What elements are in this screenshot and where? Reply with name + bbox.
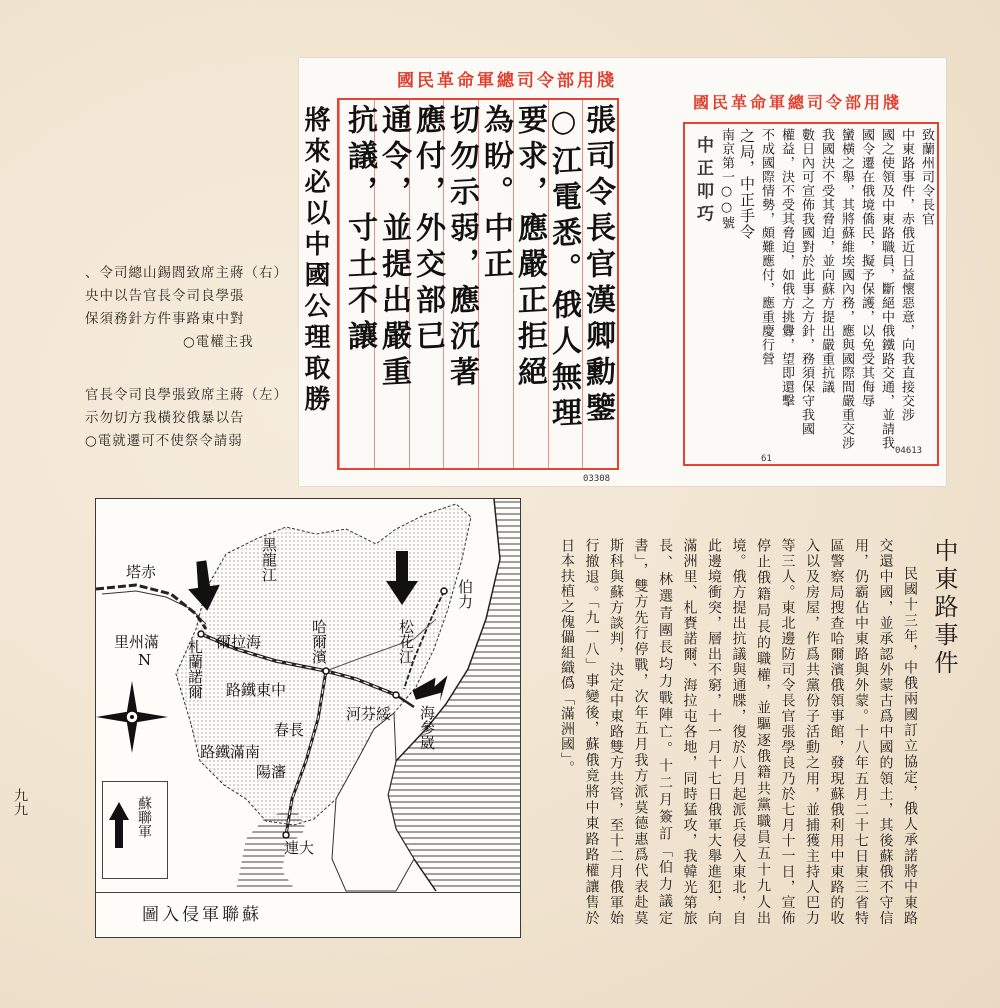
map-legend <box>102 781 168 879</box>
legend-label: 蘇聯軍 <box>136 796 152 838</box>
brush-column: 不成國際情勢，頗難應付，應重慶行營 <box>759 128 774 366</box>
article-title: 中東路事件 <box>930 538 958 678</box>
brush-column: 國之使領及中東路職員，斷絕中俄鐵路交通，並請我 <box>879 128 894 450</box>
brush-column: 蠻橫之舉，其將蘇維埃國內務，應與國際間嚴重交涉 <box>839 128 854 450</box>
telegram-left <box>337 71 619 484</box>
arrow-icon <box>107 800 131 850</box>
letterhead-right: 國民革命軍總司令部用牋 <box>693 93 903 112</box>
brush-column-outside: 將來必以中國公理取勝 <box>300 106 330 416</box>
caption-line: 、令司總山錫閻致席主蔣（右） <box>85 265 288 281</box>
brush-column: 中東路事件，赤俄近日益懷惡意，向我直接交涉 <box>899 128 914 422</box>
brush-column: 權益，決不受其脅迫，如俄方挑釁，望即還擊 <box>779 128 794 408</box>
caption-line: ○電權主我 <box>183 334 254 350</box>
brush-column: 應付，外交部已 <box>410 103 445 357</box>
brush-column: 南京第一○○號 <box>719 128 734 230</box>
brush-column: 數日內可宣佈我國對於此事之方針，務須保守我國 <box>799 128 814 436</box>
serial-number: 03308 <box>583 474 611 484</box>
brush-column: 張司令長官漢卿勳鑒 <box>580 103 615 429</box>
brush-column: 抗議，寸土不讓 <box>342 103 377 357</box>
label-amur-text: 黑龍江 <box>260 537 278 582</box>
serial-number: 04613 <box>895 446 923 456</box>
invasion-map <box>95 498 521 938</box>
brush-column: 要求，應嚴正拒絕 <box>512 103 547 393</box>
telegram-right <box>683 93 939 466</box>
brush-column: 通令，並提出嚴重 <box>376 103 411 393</box>
caption-line: 示勿切方我橫狡俄暴以告 <box>85 410 245 426</box>
caption-left-telegram <box>85 384 288 453</box>
article-paragraph: 民國十三年，中俄兩國訂立協定，俄人承諾將中東路交還中國，並承認外蒙古爲中國的領土，其後蘇俄不守信用，仍霸佔中東路與外蒙。十八年五月二十七日東三省特區警察局搜查哈爾濱俄領事館，發現蘇俄利用中東路的收入以及房屋，作爲共黨份子活動之用，並捕獲主持人巴力等三人。東北邊防司令長官張學良乃於七月十一日，宣佈停止俄籍局長的職權，並驅逐俄籍共黨職員五十九人出境。俄方提出抗議與通牒，復於八月起派兵侵入東北，自此邊境衝突，層出不窮，十一月十七日俄軍大舉進犯，向滿洲里、札賚諾爾、海拉屯各地，同時猛攻，我韓光第旅長、林選青團長均力戰陣亡。十二月簽訂「伯力議定書」，雙方先行停戰，次年五月我方派莫德惠爲代表赴莫斯科與蘇方談判，決定中東路雙方共管，至十二月俄軍始行撤退。「九一八」事變後，蘇俄竟將中東路路權讓售於日本扶植之傀儡組織僞「滿洲國」。 <box>559 538 918 926</box>
telegram-photo <box>299 58 946 486</box>
label-smr: 路鐵滿南 <box>200 743 261 761</box>
signature: 中 正 叩 巧 <box>693 136 713 222</box>
label-suifenhe: 河芬綏 <box>346 705 392 723</box>
brush-column: 我國決不受其脅迫，並向蘇方提出嚴重抗議 <box>819 128 834 394</box>
caption-line: 央中以告官長令司良學張 <box>85 288 245 304</box>
caption-right-telegram <box>85 262 288 354</box>
label-harbin: 哈爾濱 <box>310 619 328 664</box>
map-title: 圖入侵軍聯蘇 <box>96 892 520 937</box>
label-shenyang: 陽瀋 <box>256 763 287 781</box>
brush-column: 之局，中正手令 <box>738 128 756 240</box>
caption-line: ○電就遷可不使祭令請弱 <box>85 433 243 449</box>
brush-column: 國令遷在俄境僑民，擬予保護，以免受其侮辱 <box>859 128 874 408</box>
page-number: 九九 <box>12 788 28 816</box>
article-body <box>559 538 922 926</box>
label-manzhouli: 里州滿 <box>114 633 160 651</box>
label-zhalainuoer: 札蘭諾爾 <box>186 639 204 699</box>
label-hailar: 爾拉海 <box>216 633 262 651</box>
brush-column: 切勿示弱，應沉著 <box>444 103 479 393</box>
label-vladivostok: 海參崴 <box>418 705 436 750</box>
letterhead-left: 國民革命軍總司令部用牋 <box>397 71 617 91</box>
caption-line: 官長令司良學張致席主蔣（左） <box>85 387 288 403</box>
brush-column: ○江電悉。俄人無理 <box>546 103 581 434</box>
serial-number: 61 <box>761 454 772 464</box>
label-khabarovsk: 伯力 <box>456 579 474 609</box>
label-north: N <box>138 651 152 669</box>
label-changchun: 春長 <box>274 721 305 739</box>
brush-column: 致蘭州司令長官 <box>919 128 934 226</box>
label-amur <box>260 537 278 582</box>
label-cer: 路鐵東中 <box>226 681 287 699</box>
caption-line: 保須務針方件事路東中對 <box>85 311 245 327</box>
brush-column: 為盼。中正 <box>478 103 513 285</box>
label-chita: 塔赤 <box>126 563 157 581</box>
label-songhua: 松花江 <box>397 619 415 664</box>
label-dalian: 連大 <box>284 839 315 857</box>
